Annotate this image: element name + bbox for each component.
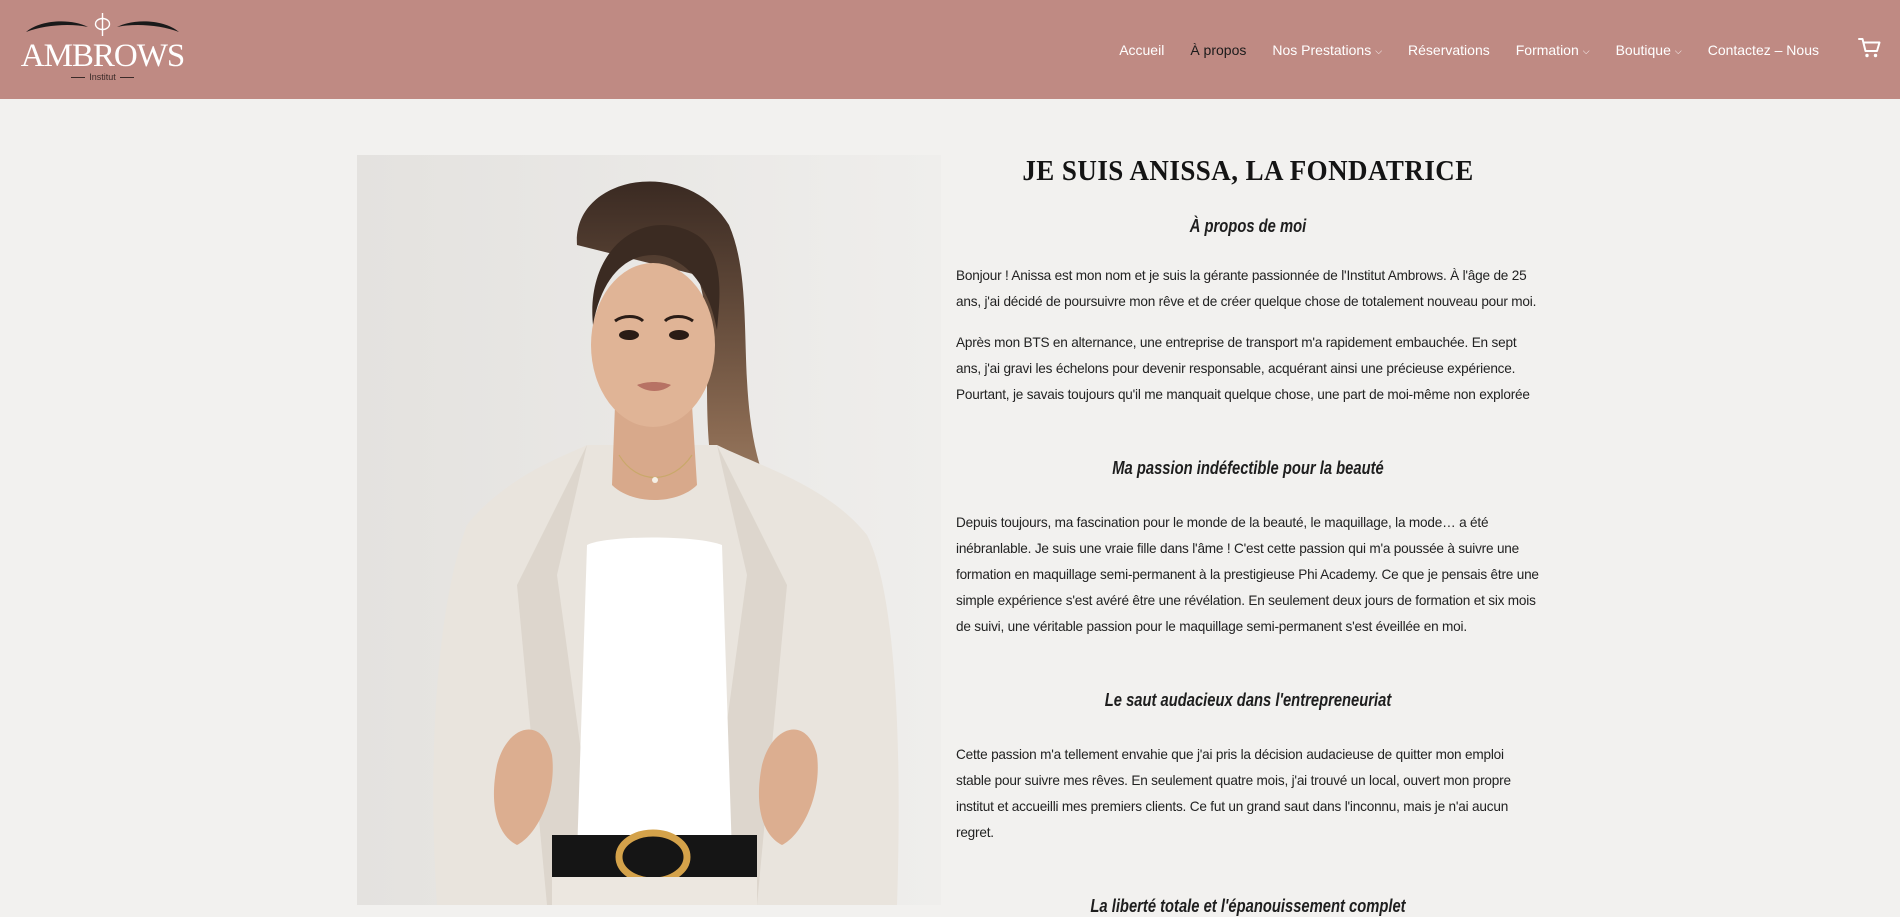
cart-icon[interactable] [1858,37,1882,59]
brand-logo[interactable] [20,10,185,88]
nav-label: Boutique [1615,41,1671,58]
nav-item-reservations[interactable] [1395,42,1503,58]
section-heading: À propos de moi [1189,215,1307,236]
about-content [956,150,1540,917]
nav-item-boutique[interactable] [1603,42,1695,58]
page-title: JE SUIS ANISSA, LA FONDATRICE [1022,155,1474,187]
section-heading: La liberté totale et l'épanouissement complet [1090,895,1406,916]
section-heading: Le saut audacieux dans l'entrepreneuriat [1104,689,1392,710]
paragraph: Depuis toujours, ma fascination pour le monde de la beauté, le maquillage, la mode… a été inébranlable. Je suis une vraie fille dans l'âme ! C'est cette passion qui m'a poussée à suivre une formation en maquillage semi-permanent à la prestigieuse Phi Academy. Ce que je pensais être une simple expérience s'est avéré être une révélation. En seulement deux jours de formation et six mois de suivi, une véritable passion pour le maquillage semi-permanent s'est éveillée en moi. [956,514,1539,634]
brand-sub: Institut [20,72,185,82]
founder-photo [357,155,941,905]
nav-item-accueil[interactable] [1106,42,1177,58]
portrait-illustration [357,155,941,905]
nav-label: Accueil [1119,41,1165,58]
paragraph: Bonjour ! Anissa est mon nom et je suis la gérante passionnée de l'Institut Ambrows. À l'âge de 25 ans, j'ai décidé de poursuivre mon rêve et de créer quelque chose de totalement nouveau pour moi. [956,268,1537,310]
nav-label: Nos Prestations [1272,41,1372,58]
chevron-down-icon: ⌵ [1674,45,1682,56]
main-nav [1106,0,1832,99]
paragraph: Cette passion m'a tellement envahie que j'ai pris la décision audacieuse de quitter mon emploi stable pour suivre mes rêves. En seulement quatre mois, j'ai trouvé un local, ouvert mon propre institut et accueilli mes premiers clients. Ce fut un grand saut dans l'inconnu, mais je n'ai aucun regret. [956,746,1511,840]
paragraph: Après mon BTS en alternance, une entreprise de transport m'a rapidement embauchée. En sept ans, j'ai gravi les échelons pour devenir responsable, acquérant ainsi une précieuse expérience. Pourtant, je savais toujours qu'il me manquait quelque chose, une part de moi-même non explorée [956,335,1530,403]
nav-label: Contactez – Nous [1707,41,1819,58]
nav-item-contact[interactable] [1695,42,1832,58]
chevron-down-icon: ⌵ [1375,45,1383,56]
nav-label: À propos [1190,41,1247,58]
nav-item-prestations[interactable] [1259,42,1395,58]
site-header [0,0,1900,99]
nav-item-formation[interactable] [1503,42,1603,58]
brand-name: AMBROWS [20,38,185,74]
chevron-down-icon: ⌵ [1582,45,1590,56]
nav-item-a-propos[interactable] [1177,42,1259,58]
nav-label: Réservations [1408,41,1490,58]
section-heading: Ma passion indéfectible pour la beauté [1112,458,1384,479]
nav-label: Formation [1515,41,1579,58]
